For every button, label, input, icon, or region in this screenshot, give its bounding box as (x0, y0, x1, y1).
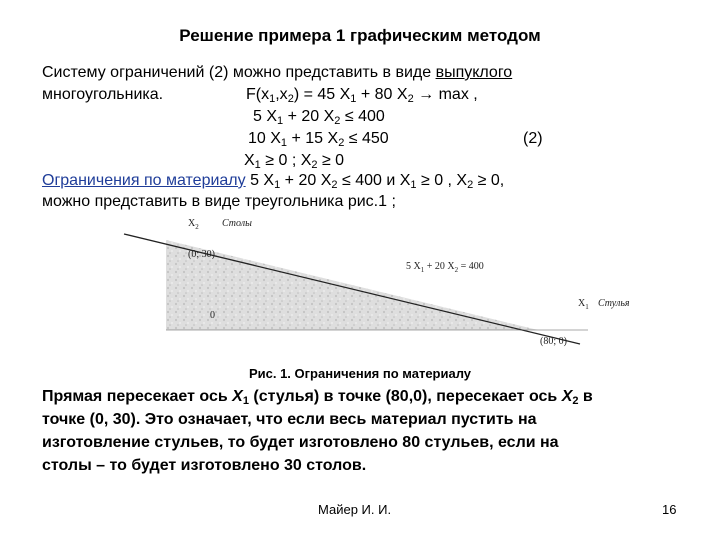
conclusion-line-2: точке (0, 30). Это означает, что если весь материал пустить на (42, 411, 537, 428)
footer-author: Майер И. И. (318, 502, 392, 517)
origin-label: 0 (210, 310, 215, 321)
figure-caption: Рис. 1. Ограничения по материалу (248, 366, 472, 381)
intro-line-1 (42, 64, 512, 82)
x-axis-label: $X_1$ (578, 298, 589, 311)
conclusion-line-4: столы – то будет изготовлено 30 столов. (42, 457, 367, 474)
x-axis-name: Стулья (598, 298, 630, 309)
intro-line-2 (42, 86, 163, 104)
equation-label: 5 $X_1 + 20$ $X_2 = 400$ (406, 261, 484, 274)
page-number: 16 (662, 502, 677, 517)
constraint-3: $X_1 \ge 0$ ; $X_2 \ge 0$ (244, 152, 345, 171)
feasible-region (166, 240, 538, 330)
conclusion-line-3: изготовление стульев, то будет изготовлено 80 стульев, если на (42, 434, 559, 451)
constraint-2: 10 $X_1 + 15$ $X_2 \le 450$ (248, 130, 389, 149)
convex-link[interactable]: выпуклого (435, 64, 513, 81)
intro-text-2: многоугольника. (42, 86, 164, 103)
constraint-system-label: (2) (523, 130, 543, 147)
material-constraints-link[interactable]: Ограничения по материалу (42, 172, 246, 189)
conclusion-line-1: Прямая пересекает ось $X_1$ (стулья) в точке (80,0), пересекает ось $X_2$ в (42, 388, 593, 407)
point-right-label: (80; 0) (540, 336, 567, 347)
material-line-2: можно представить в виде треугольника рис.1 ; (42, 193, 396, 210)
intro-text: Систему ограничений (2) можно представить в виде (42, 64, 436, 81)
material-constraint-figure (118, 214, 648, 354)
objective-function: $F(x_1,x_2) = 45$ $X_1 + 80$ $X_2 \to \max$ , (246, 86, 478, 105)
material-line-1: Ограничения по материалу 5 $X_1 + 20$ $X_2 \le 400$ и $X_1 \ge 0$ , $X_2 \ge 0$, (42, 172, 505, 191)
page-title: Решение примера 1 графическим методом (179, 26, 541, 45)
constraint-1: 5 $X_1 + 20$ $X_2 \le 400$ (253, 108, 385, 127)
point-top-label: (0; 30) (188, 249, 215, 260)
y-axis-name: Столы (222, 218, 252, 229)
y-axis-label: $X_2$ (188, 218, 199, 231)
